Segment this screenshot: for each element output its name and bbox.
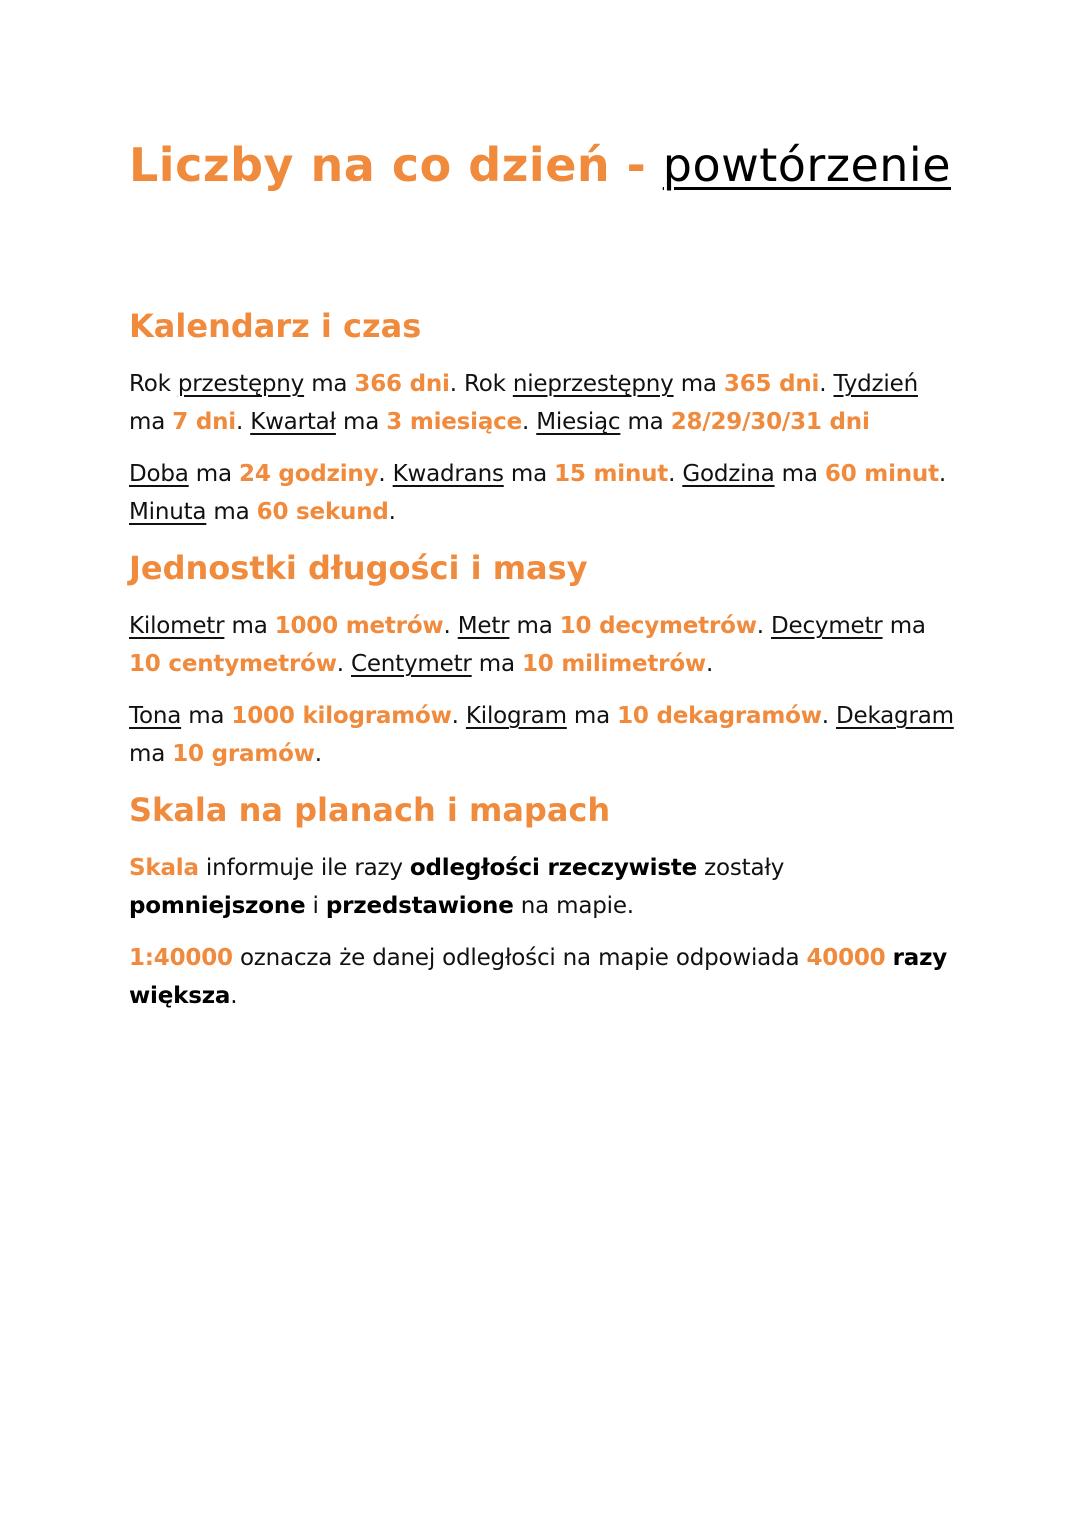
term: Tona [129,703,182,729]
text: ma [181,703,232,729]
term: Decymetr [771,613,883,639]
paragraph-skala-1 [129,849,959,925]
value: 1:40000 [129,945,233,971]
text: ma [509,613,560,639]
text: ma [882,613,926,639]
value: 10 centymetrów [129,651,337,677]
term: Centymetr [351,651,472,677]
value: 10 decymetrów [559,613,757,639]
text: na mapie. [513,893,634,919]
emphasis: pomniejszone [129,893,306,919]
text: . [756,613,772,639]
term: przestępny [177,371,305,397]
text [886,945,893,971]
title-main: Liczby na co dzień - [128,138,663,192]
paragraph-jednostki-2 [129,697,959,773]
text: ma [206,499,257,525]
page-title [0,130,1080,200]
text: ma [188,461,240,487]
text: ma [129,741,173,767]
text: . Rok [449,371,513,397]
emphasis: przedstawione [325,893,514,919]
heading-skala: Skala na planach i mapach [129,791,611,829]
term: Kilogram [465,703,567,729]
value: 366 dni [354,371,450,397]
value: 3 miesiące [386,409,523,435]
paragraph-kalendarz-2 [129,455,959,531]
text: . [522,409,537,435]
heading-jednostki: Jednostki długości i masy [129,549,588,587]
term: Godzina [682,461,775,487]
text: ma [224,613,275,639]
text: . [336,651,351,677]
value: 365 dni [723,371,820,397]
emphasis: razy większa [129,945,948,1009]
text: . [230,983,238,1009]
text: ma [335,409,387,435]
value: 10 milimetrów [521,651,706,677]
text: . [235,409,251,435]
term: Miesiąc [536,409,621,435]
text: . [314,741,322,767]
text: ma [774,461,825,487]
text: . [443,613,458,639]
value: 15 minut [554,461,669,487]
value: 7 dni [172,409,236,435]
paragraph-skala-2 [129,939,959,1015]
value: 1000 metrów [274,613,444,639]
text: . [668,461,683,487]
text: . [821,703,836,729]
text: . [819,371,834,397]
text: . [451,703,466,729]
term: nieprzestępny [512,371,674,397]
term: Metr [457,613,510,639]
value: 24 godziny [239,461,379,487]
heading-kalendarz: Kalendarz i czas [129,307,422,345]
text: oznacza że danej odległości na mapie odpowiada [232,945,807,971]
text: zostały [697,855,785,881]
term: Doba [129,461,189,487]
paragraph-kalendarz-1 [129,365,959,441]
text: ma [304,371,355,397]
value: 60 sekund [256,499,389,525]
term: Kwadrans [392,461,504,487]
value: 10 dekagramów [617,703,822,729]
text: . [938,461,947,487]
value: 28/29/30/31 dni [670,409,870,435]
text: ma [471,651,522,677]
text: Rok [129,371,178,397]
text: . [705,651,714,677]
value: 60 minut [824,461,939,487]
text: ma [673,371,724,397]
document-body [129,300,959,1029]
text: i [305,893,326,919]
text: ma [620,409,671,435]
term: Tydzień [833,371,918,397]
value: 40000 [806,945,886,971]
term: Kilometr [129,613,225,639]
term: Dekagram [835,703,954,729]
value: 10 gramów [172,741,315,767]
text: ma [129,409,173,435]
term: Kwartał [250,409,336,435]
term: Minuta [129,499,207,525]
text: ma [503,461,555,487]
paragraph-jednostki-1 [129,607,959,683]
value: Skala [129,855,199,881]
text: informuje ile razy [198,855,410,881]
emphasis: odległości rzeczywiste [409,855,698,881]
text: . [388,499,396,525]
value: 1000 kilogramów [231,703,452,729]
title-underlined: powtórzenie [662,138,952,192]
text: ma [566,703,618,729]
text: . [378,461,393,487]
